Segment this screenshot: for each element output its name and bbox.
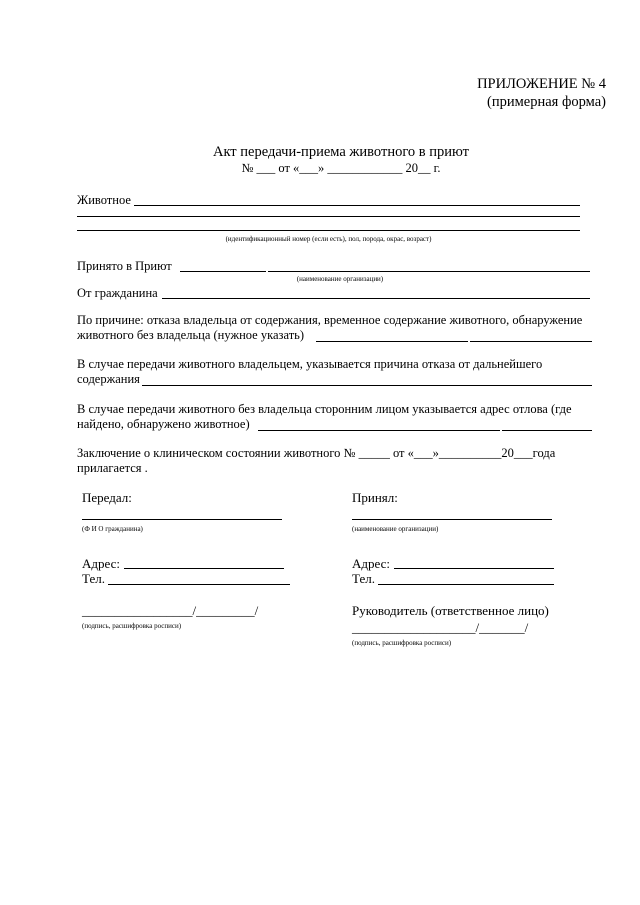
right-party-heading: Принял: bbox=[352, 490, 398, 505]
animal-caption: (идентификационный номер (если есть), пол, порода, окрас, возраст) bbox=[225, 235, 432, 243]
reason-line-1: По причине: отказа владельца от содержания, временное содержание животного, обнаружение bbox=[77, 313, 583, 327]
left-party-signature-caption: (подпись, расшифровка росписи) bbox=[82, 622, 182, 630]
reason-field-1[interactable] bbox=[316, 341, 468, 342]
accepted-field-short[interactable] bbox=[180, 271, 266, 272]
stray-line-1: В случае передачи животного без владельца сторонним лицом указывается адрес отлова (где bbox=[77, 402, 572, 416]
form-note: (примерная форма) bbox=[487, 94, 606, 110]
right-party-signature-caption: (подпись, расшифровка росписи) bbox=[352, 639, 452, 647]
left-party-signature-line[interactable]: _________________/_________/ bbox=[82, 603, 259, 618]
from-citizen-label: От гражданина bbox=[77, 286, 158, 300]
animal-label: Животное bbox=[77, 193, 131, 207]
stray-field-2[interactable] bbox=[502, 430, 592, 431]
left-party-heading: Передал: bbox=[82, 490, 132, 505]
animal-field-line-3[interactable] bbox=[77, 230, 580, 231]
conclusion-line-1: Заключение о клиническом состоянии животного № _____ от «___»__________20___года bbox=[77, 446, 556, 460]
owner-refusal-line-1: В случае передачи животного владельцем, указывается причина отказа от дальнейшего bbox=[77, 357, 543, 371]
animal-field-line-2[interactable] bbox=[77, 216, 580, 217]
right-party-address-label: Адрес: bbox=[352, 556, 390, 571]
accepted-caption: (наименование организации) bbox=[296, 275, 384, 283]
document-title: Акт передачи-приема животного в приют bbox=[212, 144, 470, 160]
reason-line-2: животного без владельца (нужное указать) bbox=[77, 328, 305, 342]
accepted-field-line[interactable] bbox=[268, 271, 590, 272]
appendix-number: ПРИЛОЖЕНИЕ № 4 bbox=[477, 76, 606, 92]
left-party-phone-label: Тел. bbox=[82, 571, 105, 586]
stray-field-1[interactable] bbox=[258, 430, 500, 431]
right-party-name-caption: (наименование организации) bbox=[352, 525, 439, 533]
right-party-phone-field[interactable] bbox=[378, 584, 554, 585]
left-party-name-field[interactable] bbox=[82, 519, 282, 520]
left-party-name-caption: (Ф И О гражданина) bbox=[82, 525, 143, 533]
left-party-phone-field[interactable] bbox=[108, 584, 290, 585]
right-party-signature-line[interactable]: ___________________/_______/ bbox=[352, 620, 529, 635]
stray-line-2: найдено, обнаружено животное) bbox=[77, 417, 250, 431]
accepted-label: Принято в Приют bbox=[77, 259, 172, 273]
left-party-address-label: Адрес: bbox=[82, 556, 120, 571]
reason-field-2[interactable] bbox=[470, 341, 592, 342]
left-party-address-field[interactable] bbox=[124, 568, 284, 569]
from-citizen-field[interactable] bbox=[162, 298, 590, 299]
conclusion-line-2: прилагается . bbox=[77, 461, 148, 475]
right-party-address-field[interactable] bbox=[394, 568, 554, 569]
animal-field-line-1[interactable] bbox=[134, 205, 580, 206]
right-party-phone-label: Тел. bbox=[352, 571, 375, 586]
owner-refusal-line-2: содержания bbox=[77, 372, 140, 386]
owner-refusal-field[interactable] bbox=[142, 385, 592, 386]
right-party-head-label: Руководитель (ответственное лицо) bbox=[352, 603, 549, 618]
right-party-name-field[interactable] bbox=[352, 519, 552, 520]
document-number-line: № ___ от «___» ____________ 20__ г. bbox=[241, 161, 441, 175]
